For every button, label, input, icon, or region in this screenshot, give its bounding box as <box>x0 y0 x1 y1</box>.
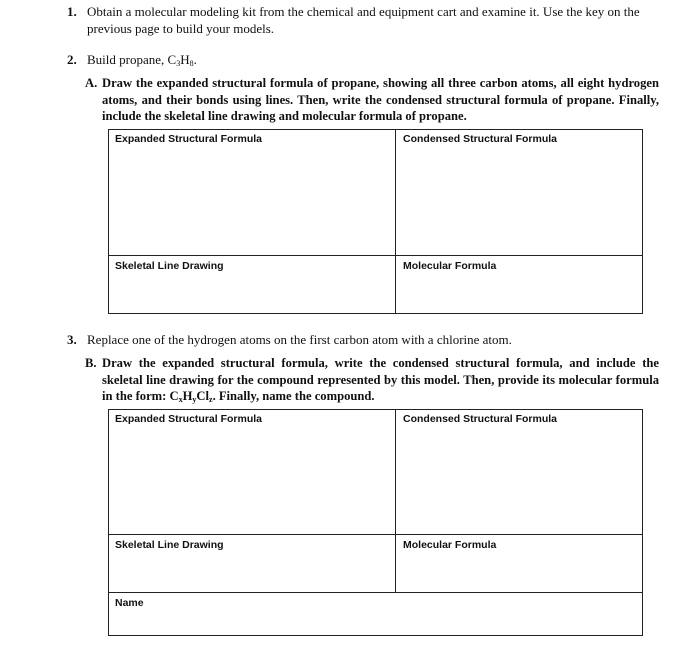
part-a-letter: A. <box>85 76 98 90</box>
part-b-text-h: H <box>182 389 193 403</box>
label-expanded-structural-formula-2: Expanded Structural Formula <box>115 413 263 425</box>
label-molecular-formula-2: Molecular Formula <box>403 539 497 551</box>
table-2-divider-horizontal-2 <box>109 592 642 593</box>
cell-skeletal-line-drawing[interactable] <box>109 257 396 313</box>
instruction-2-text-h: H <box>180 52 190 67</box>
instruction-2-text-suffix: . <box>193 52 197 67</box>
cell-condensed-structural-formula[interactable] <box>397 130 642 256</box>
cell-expanded-structural-formula[interactable] <box>109 130 396 256</box>
cell-compound-name[interactable] <box>109 594 642 635</box>
instruction-2-text <box>87 52 657 69</box>
instruction-2-sub-carbon: 3 <box>176 59 181 68</box>
part-b <box>85 355 659 405</box>
label-condensed-structural-formula-2: Condensed Structural Formula <box>403 413 558 425</box>
instruction-1-number: 1. <box>67 4 77 19</box>
instruction-3-text: Replace one of the hydrogen atoms on the first carbon atom with a chlorine atom. <box>87 332 512 347</box>
cell-expanded-structural-formula-2[interactable] <box>109 410 396 535</box>
instruction-2 <box>67 52 657 69</box>
table-divider-vertical <box>395 130 396 313</box>
instruction-1 <box>67 4 657 37</box>
part-b-text-prefix: Draw the expanded structural formula, write the condensed structural formula, and include the skeletal line drawing for the compound represented by this model. Then, provide its molecular formula in the form: C <box>102 356 659 403</box>
instruction-2-text-prefix: Build propane, C <box>87 52 177 67</box>
table-2-divider-horizontal-1 <box>109 534 642 535</box>
label-condensed-structural-formula: Condensed Structural Formula <box>403 133 558 145</box>
instruction-1-text: Obtain a molecular modeling kit from the chemical and equipment cart and examine it. Use the key on the previous page to build your models. <box>87 4 640 36</box>
part-b-sub-y: y <box>192 395 197 404</box>
part-b-text-cl: Cl <box>196 389 209 403</box>
label-expanded-structural-formula: Expanded Structural Formula <box>115 133 263 145</box>
cell-molecular-formula[interactable] <box>397 257 642 313</box>
part-b-sub-z: z <box>209 395 213 404</box>
label-molecular-formula: Molecular Formula <box>403 260 497 272</box>
instruction-3 <box>67 332 657 349</box>
answer-table-chloropropane <box>108 409 643 636</box>
label-skeletal-line-drawing: Skeletal Line Drawing <box>115 260 224 272</box>
cell-condensed-structural-formula-2[interactable] <box>397 410 642 535</box>
part-b-text-suffix: . Finally, name the compound. <box>212 389 375 403</box>
label-skeletal-line-drawing-2: Skeletal Line Drawing <box>115 539 224 551</box>
answer-table-propane <box>108 129 643 314</box>
instruction-3-number: 3. <box>67 332 77 347</box>
label-compound-name: Name <box>115 597 144 609</box>
table-divider-horizontal <box>109 255 642 256</box>
part-b-sub-x: x <box>178 395 183 404</box>
cell-molecular-formula-2[interactable] <box>397 536 642 594</box>
instruction-2-number: 2. <box>67 52 77 67</box>
part-b-letter: B. <box>85 356 97 370</box>
table-2-divider-vertical <box>395 410 396 593</box>
part-a-text: Draw the expanded structural formula of propane, showing all three carbon atoms, all eight hydrogen atoms, and their bonds using lines. Then, write the condensed structural formula of propane. Finally, include the skeletal line drawing and molecular formula of propane. <box>102 76 659 123</box>
part-a <box>85 75 659 125</box>
part-b-text <box>102 355 659 405</box>
instruction-2-sub-hydrogen: 8 <box>189 59 194 68</box>
cell-skeletal-line-drawing-2[interactable] <box>109 536 396 594</box>
